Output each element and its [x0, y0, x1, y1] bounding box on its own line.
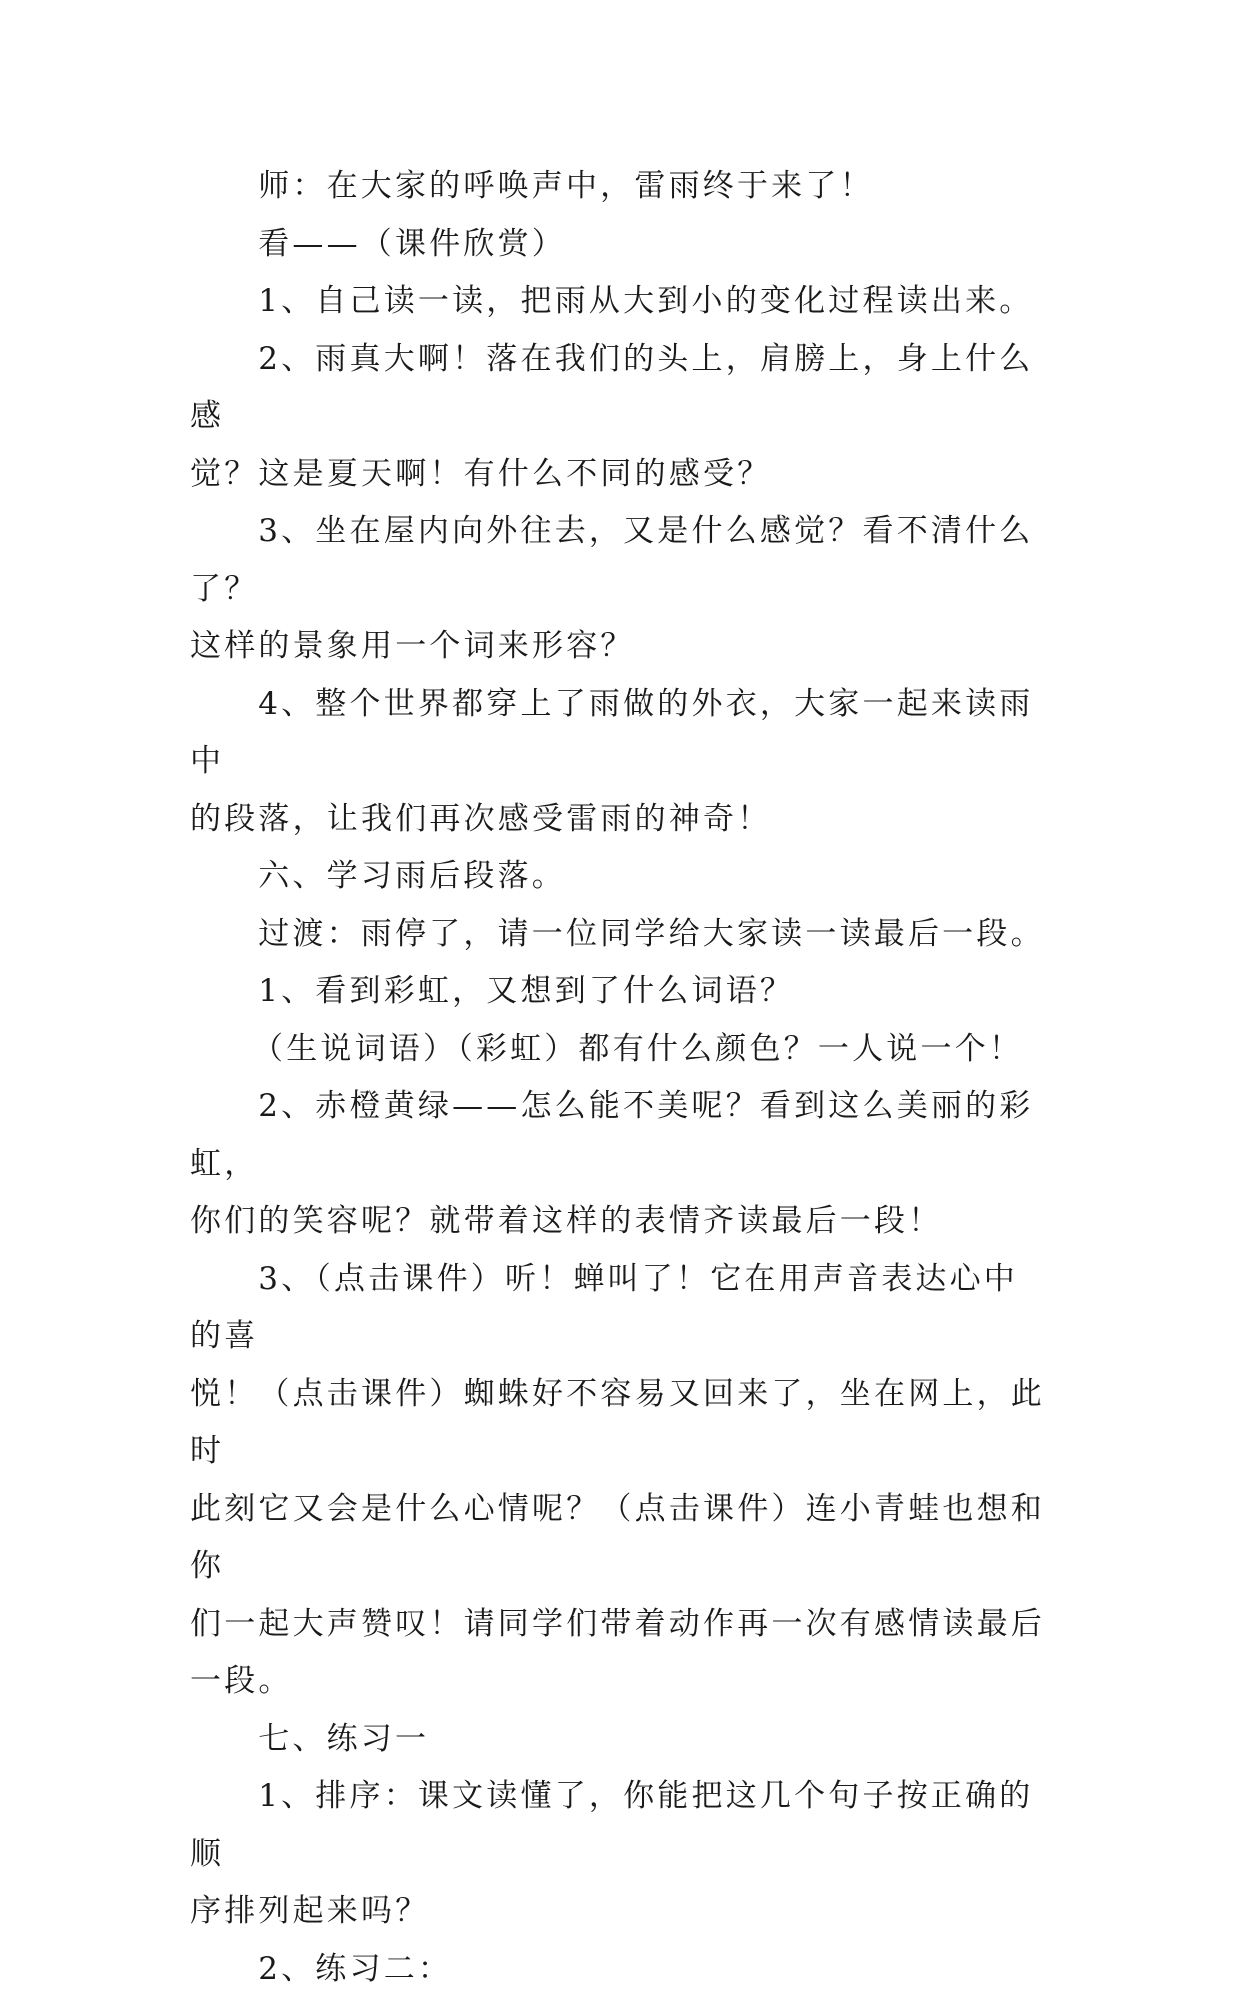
- paragraph-rainbow-1: [190, 963, 1050, 1021]
- section-heading-seven: [190, 1711, 1050, 1769]
- text-line: 2、雨真大啊！落在我们的头上，肩膀上，身上什么感: [190, 331, 1050, 446]
- paragraph-teacher-intro: [190, 158, 1050, 216]
- paragraph-item-4-world: [190, 676, 1050, 849]
- text-line: （生说词语）（彩虹）都有什么颜色？一人说一个！: [190, 1021, 1050, 1079]
- text-line: 序排列起来吗？: [190, 1883, 1050, 1941]
- paragraph-transition: [190, 906, 1050, 964]
- text-line: 师：在大家的呼唤声中，雷雨终于来了！: [190, 158, 1050, 216]
- paragraph-rainbow-colors: [190, 1021, 1050, 1079]
- text-line: 过渡：雨停了，请一位同学给大家读一读最后一段。: [190, 906, 1050, 964]
- text-line: 七、练习一: [190, 1711, 1050, 1769]
- text-line: 这样的景象用一个词来形容？: [190, 618, 1050, 676]
- paragraph-watch-courseware: [190, 216, 1050, 274]
- text-line: 的段落，让我们再次感受雷雨的神奇！: [190, 791, 1050, 849]
- paragraph-item-3-indoor: [190, 503, 1050, 676]
- text-line: 看——（课件欣赏）: [190, 216, 1050, 274]
- text-line: 3、坐在屋内向外往去，又是什么感觉？看不清什么了？: [190, 503, 1050, 618]
- text-line: 1、看到彩虹，又想到了什么词语？: [190, 963, 1050, 1021]
- text-line: 2、练习二：: [190, 1941, 1050, 1998]
- section-heading-six: [190, 848, 1050, 906]
- text-line: 3、（点击课件）听！蝉叫了！它在用声音表达心中的喜: [190, 1251, 1050, 1366]
- text-line: 此刻它又会是什么心情呢？（点击课件）连小青蛙也想和你: [190, 1481, 1050, 1596]
- paragraph-rainbow-2: [190, 1078, 1050, 1251]
- text-line: 六、学习雨后段落。: [190, 848, 1050, 906]
- text-line: 2、赤橙黄绿——怎么能不美呢？看到这么美丽的彩虹，: [190, 1078, 1050, 1193]
- paragraph-exercise-two: [190, 1941, 1050, 1998]
- paragraph-item-1-read: [190, 273, 1050, 331]
- text-line: 觉？这是夏天啊！有什么不同的感受？: [190, 446, 1050, 504]
- text-line: 1、排序：课文读懂了，你能把这几个句子按正确的顺: [190, 1768, 1050, 1883]
- paragraph-item-3-cicada: [190, 1251, 1050, 1711]
- text-line: 们一起大声赞叹！请同学们带着动作再一次有感情读最后: [190, 1596, 1050, 1654]
- paragraph-item-2-rain: [190, 331, 1050, 504]
- text-line: 1、自己读一读，把雨从大到小的变化过程读出来。: [190, 273, 1050, 331]
- text-line: 一段。: [190, 1653, 1050, 1711]
- text-line: 你们的笑容呢？就带着这样的表情齐读最后一段！: [190, 1193, 1050, 1251]
- paragraph-exercise-sort: [190, 1768, 1050, 1941]
- text-line: 悦！（点击课件）蜘蛛好不容易又回来了，坐在网上，此时: [190, 1366, 1050, 1481]
- text-line: 4、整个世界都穿上了雨做的外衣，大家一起来读雨中: [190, 676, 1050, 791]
- document-body: [190, 158, 1050, 1998]
